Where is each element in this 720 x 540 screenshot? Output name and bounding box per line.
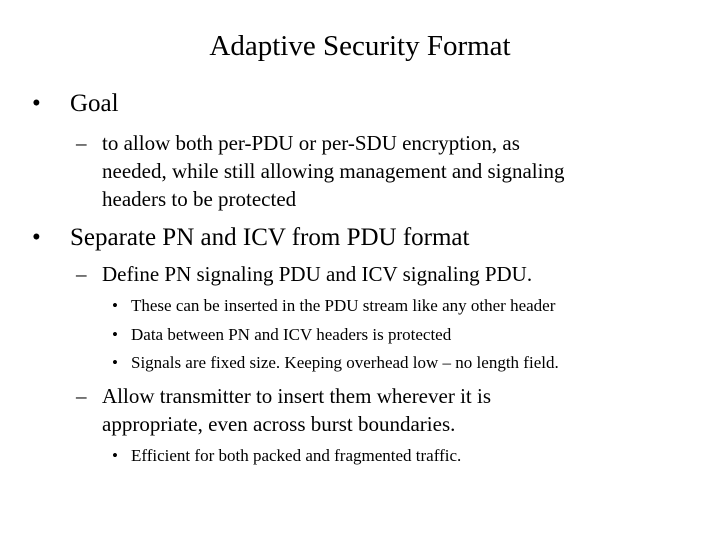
bullet-marker: • (32, 90, 41, 117)
bullet-marker: • (32, 224, 41, 251)
goal-line-1: to allow both per-PDU or per-SDU encryption, as (102, 131, 520, 155)
sub-bullet-marker: • (112, 325, 118, 344)
sub-bullet-inserted: These can be inserted in the PDU stream like any other header (131, 296, 556, 315)
sub-bullet-marker: • (112, 296, 118, 315)
dash-marker: – (76, 262, 87, 286)
goal-line-2: needed, while still allowing management and signaling (102, 159, 565, 183)
allow-transmitter-line-1: Allow transmitter to insert them wherever it is (102, 384, 491, 408)
sub-bullet-marker: • (112, 353, 118, 372)
bullet-goal: Goal (70, 90, 119, 117)
goal-line-3: headers to be protected (102, 187, 297, 211)
allow-transmitter-line-2: appropriate, even across burst boundaries. (102, 412, 456, 436)
dash-marker: – (76, 384, 87, 408)
sub-bullet-marker: • (112, 446, 118, 465)
sub-bullet-protected: Data between PN and ICV headers is protected (131, 325, 452, 344)
sub-bullet-fixed-size: Signals are fixed size. Keeping overhead low – no length field. (131, 353, 559, 372)
dash-marker: – (76, 131, 87, 155)
slide-title: Adaptive Security Format (209, 30, 511, 62)
sub-bullet-efficient: Efficient for both packed and fragmented traffic. (131, 446, 462, 465)
bullet-separate-pn-icv: Separate PN and ICV from PDU format (70, 224, 470, 251)
define-pn-icv-line: Define PN signaling PDU and ICV signaling PDU. (102, 262, 533, 286)
